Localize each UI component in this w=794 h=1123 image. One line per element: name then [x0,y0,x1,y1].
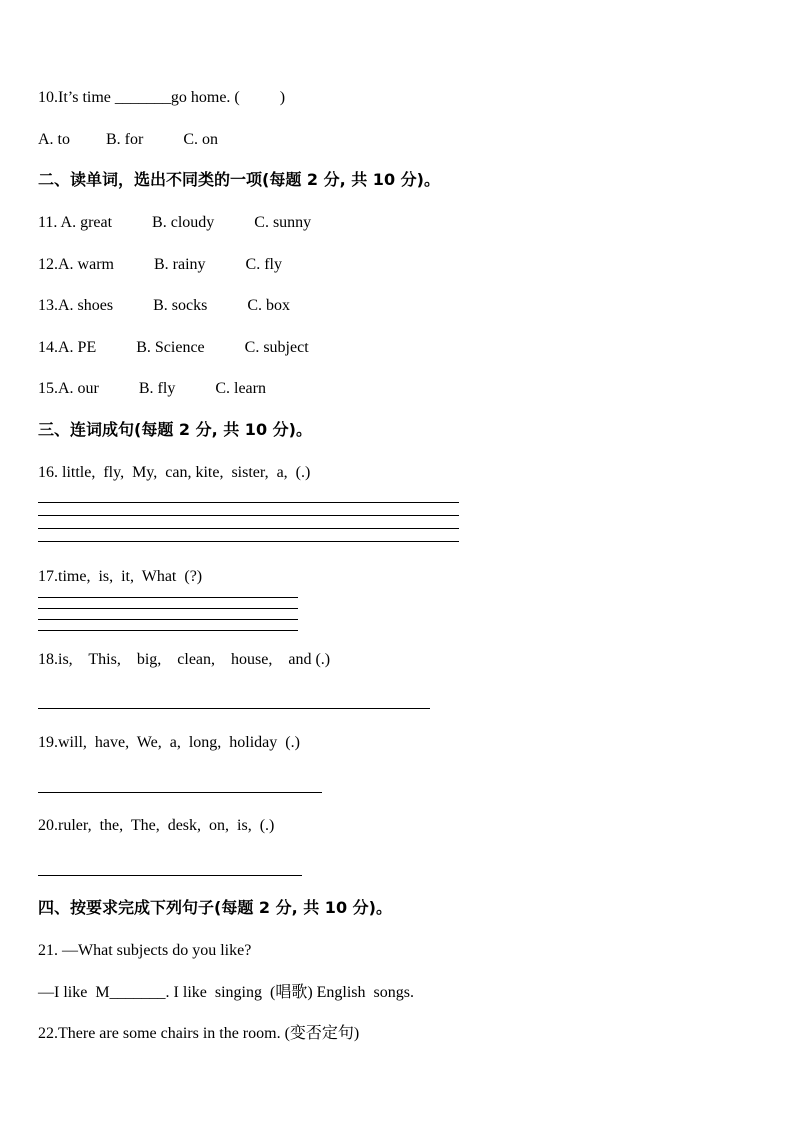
answer-line [38,630,298,631]
answer-line [38,792,322,793]
question-15: 15.A. our B. fly C. learn [38,380,266,397]
question-20: 20.ruler, the, The, desk, on, is, (.) [38,817,275,834]
section-2-heading: 二、读单词，选出不同类的一项(每题 2 分, 共 10 分)。 [38,170,440,189]
question-14: 14.A. PE B. Science C. subject [38,339,309,356]
answer-line [38,608,298,609]
answer-line [38,528,459,529]
section-3-heading: 三、连词成句(每题 2 分, 共 10 分)。 [38,420,312,439]
answer-line [38,597,298,598]
section-4-heading: 四、按要求完成下列句子(每题 2 分, 共 10 分)。 [38,898,392,917]
answer-line [38,875,302,876]
question-17: 17.time, is, it, What (?) [38,568,203,585]
answer-line [38,515,459,516]
question-18: 18.is, This, big, clean, house, and (.) [38,651,331,668]
question-16: 16. little, fly, My, can, kite, sister, a, (.) [38,464,311,481]
answer-line [38,541,459,542]
question-10: 10.It’s time _______go home. ( ) [38,89,286,106]
question-11: 11. A. great B. cloudy C. sunny [38,214,312,231]
question-10-options: A. to B. for C. on [38,131,218,148]
answer-line [38,619,298,620]
question-13: 13.A. shoes B. socks C. box [38,297,291,314]
question-21-answer: —I like M_______. I like singing (唱歌) English songs. [38,984,414,1001]
answer-line [38,708,430,709]
question-19: 19.will, have, We, a, long, holiday (.) [38,734,300,751]
answer-line [38,502,459,503]
question-22: 22.There are some chairs in the room. (变否定句) [38,1025,360,1042]
question-21: 21. —What subjects do you like? [38,942,252,959]
question-12: 12.A. warm B. rainy C. fly [38,256,282,273]
